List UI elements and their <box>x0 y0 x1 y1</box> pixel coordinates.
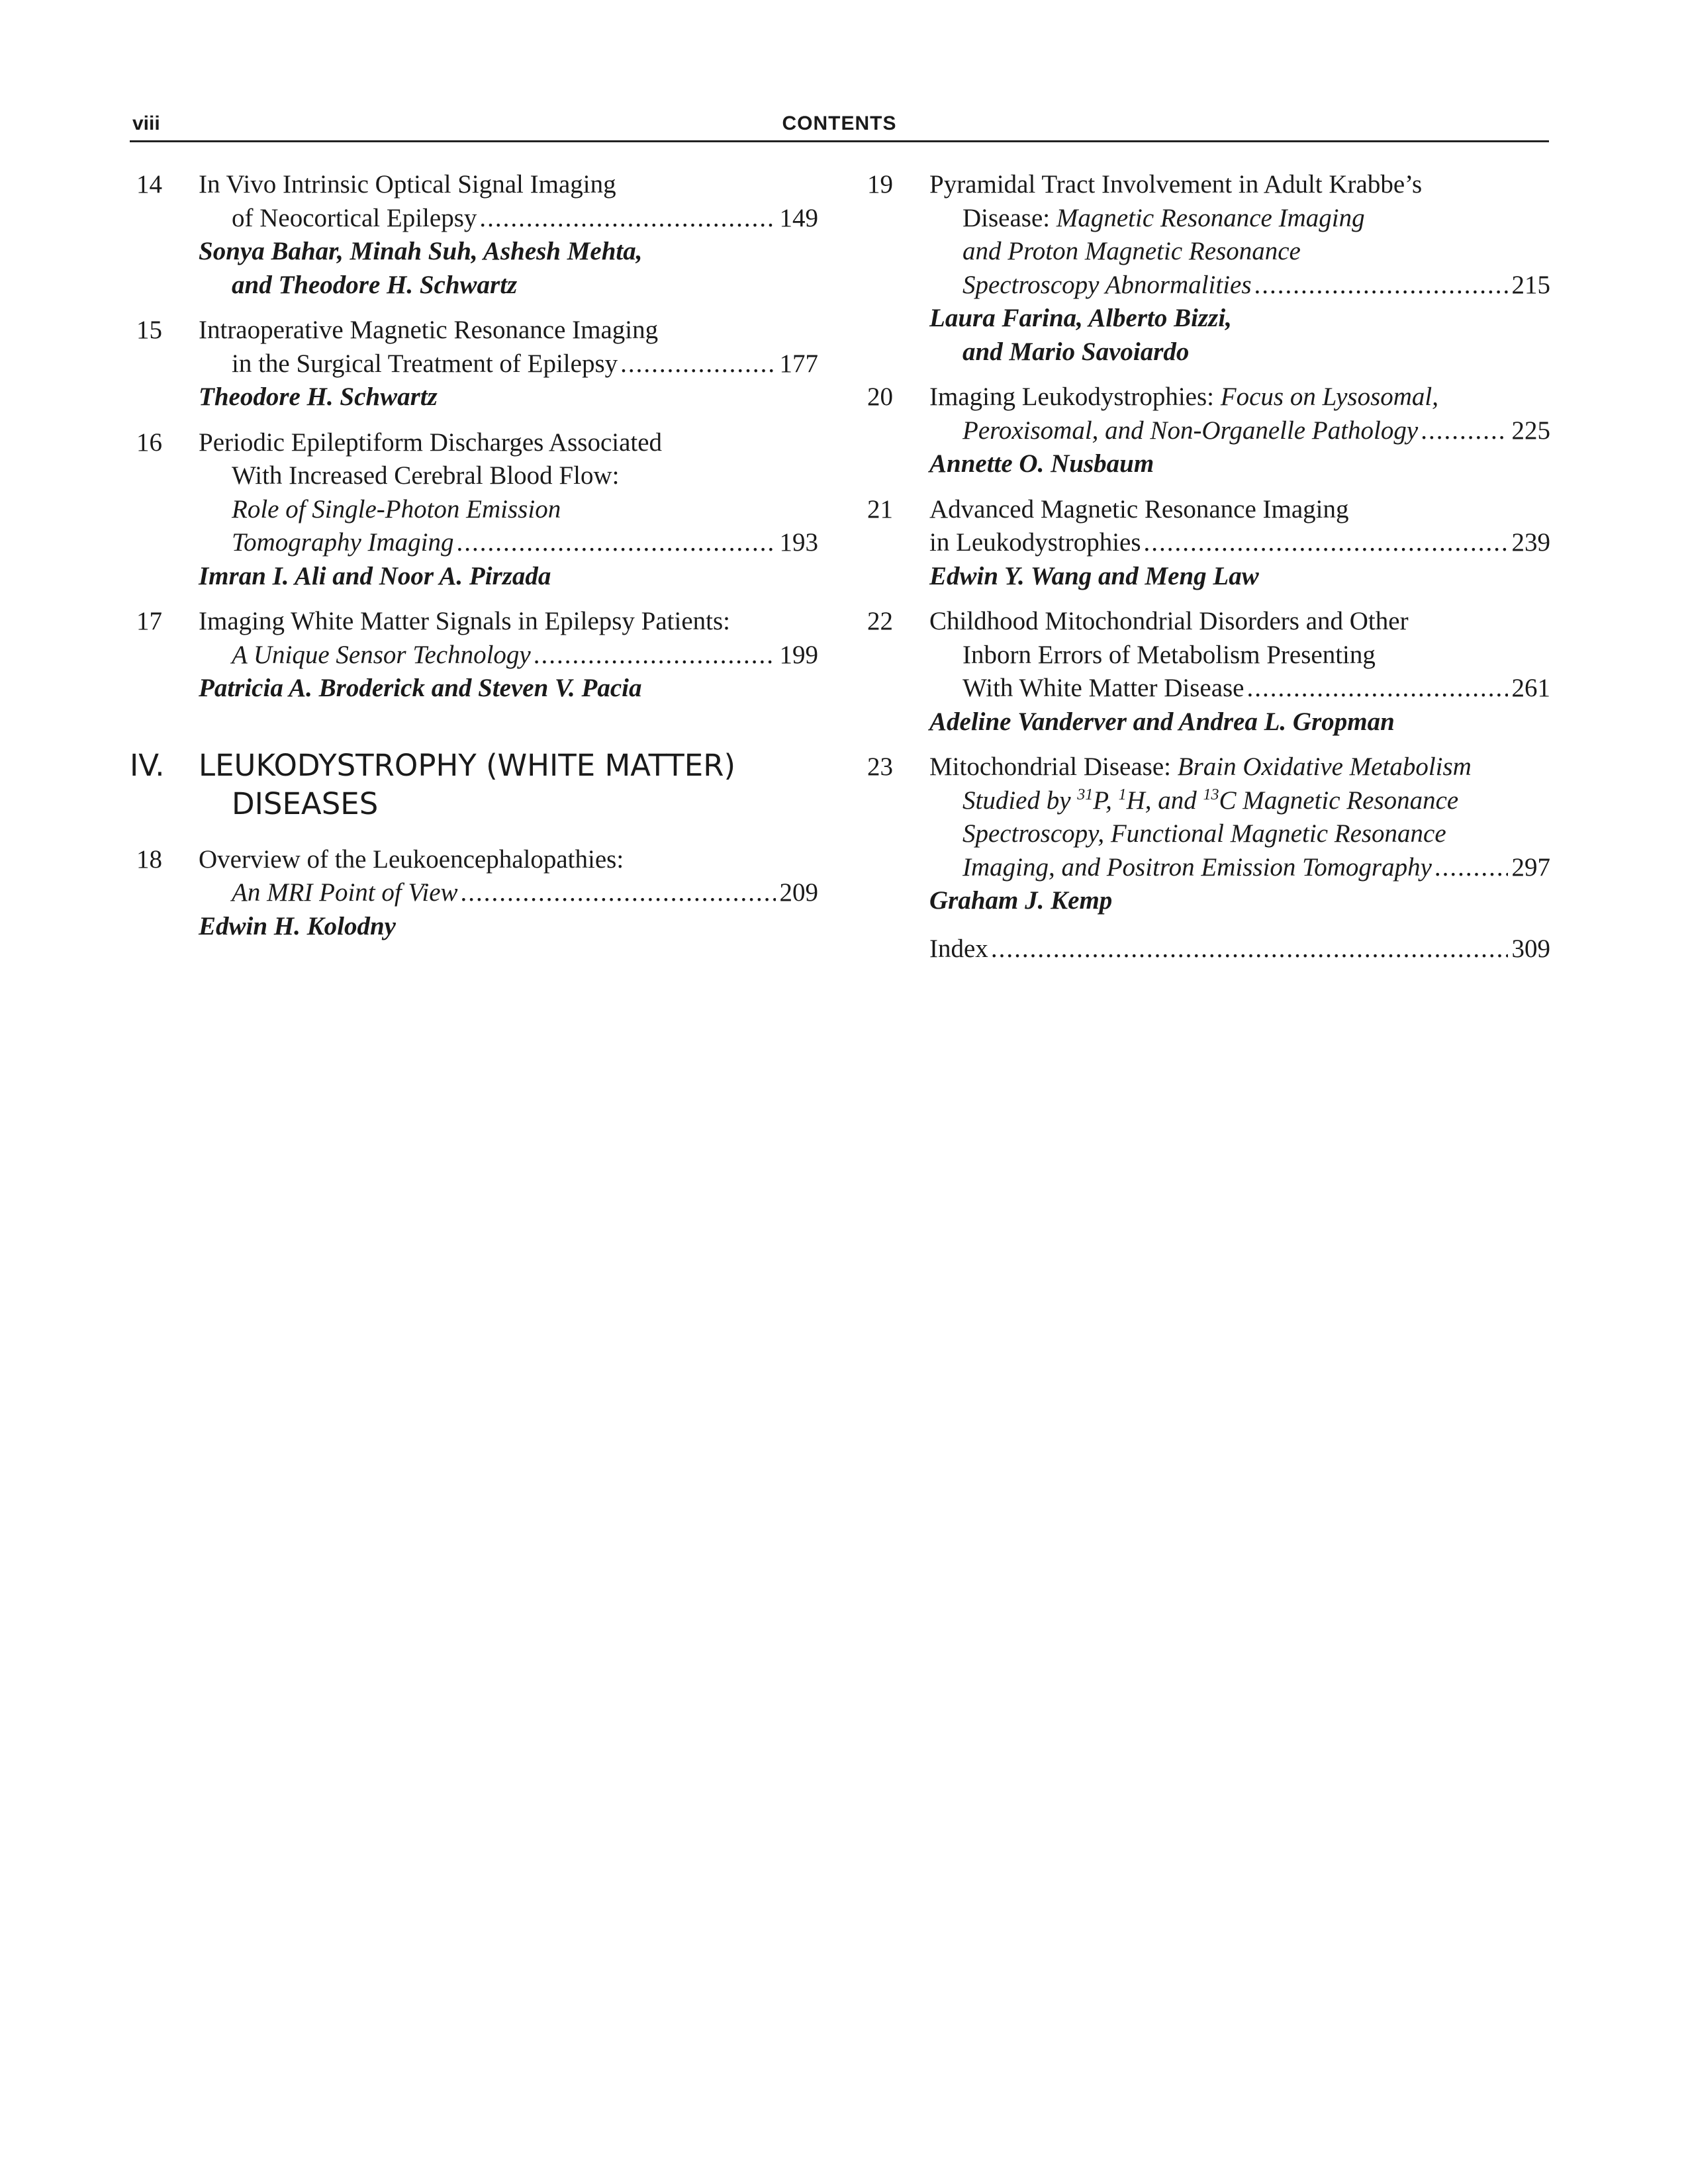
chapter-authors: Imran I. Ali and Noor A. Pirzada <box>199 561 551 590</box>
isotope-superscript: 13 <box>1203 786 1219 803</box>
part-title-line: LEUKODYSTROPHY (WHITE MATTER) <box>199 747 736 783</box>
page-number: 193 <box>779 528 818 557</box>
chapter-number: 18 <box>136 844 162 874</box>
dot-leader <box>1421 414 1507 448</box>
chapter-authors: Annette O. Nusbaum <box>929 449 1154 478</box>
toc-right-column <box>861 168 1550 978</box>
chapter-authors: Theodore H. Schwartz <box>199 383 438 411</box>
chapter-title-part: Disease: <box>962 203 1051 232</box>
chapter-title-leader-line <box>929 851 1550 885</box>
subtitle-text: C Magnetic Resonance <box>1219 786 1459 815</box>
chapter-title-line: Childhood Mitochondrial Disorders and Other <box>929 607 1409 635</box>
chapter-authors: Edwin Y. Wang and Meng Law <box>929 561 1259 590</box>
chapter-number: 15 <box>136 316 162 344</box>
chapter-title-line: In Vivo Intrinsic Optical Signal Imaging <box>199 170 616 199</box>
dot-leader <box>534 639 776 672</box>
chapter-title-line <box>929 202 1550 236</box>
chapter-authors: Laura Farina, Alberto Bizzi, <box>929 304 1232 332</box>
page-number: 209 <box>779 878 818 907</box>
toc-entry-index[interactable] <box>861 933 1550 966</box>
toc-entry-15[interactable] <box>130 314 818 414</box>
chapter-title-leader-line <box>199 202 818 236</box>
chapter-number: 20 <box>867 383 893 411</box>
dot-leader <box>1254 269 1508 302</box>
running-head-title: CONTENTS <box>782 113 897 134</box>
toc-entry-22[interactable] <box>861 605 1550 739</box>
chapter-title-line: Advanced Magnetic Resonance Imaging <box>929 494 1349 523</box>
chapter-title-leader-line <box>929 526 1550 560</box>
chapter-subtitle-line: A Unique Sensor Technology <box>232 640 531 669</box>
page-number: 239 <box>1511 528 1550 557</box>
chapter-title-line: With Increased Cerebral Blood Flow: <box>232 461 620 490</box>
chapter-title-line: Inborn Errors of Metabolism Presenting <box>962 640 1376 669</box>
chapter-authors: Patricia A. Broderick and Steven V. Pacia <box>199 674 642 702</box>
running-head <box>130 110 1549 142</box>
page-number: 261 <box>1511 674 1550 702</box>
part-heading <box>130 747 818 823</box>
subtitle-text: Studied by <box>962 786 1078 815</box>
chapter-subtitle-line: Peroxisomal, and Non-Organelle Pathology <box>962 416 1419 445</box>
chapter-title-leader-line <box>929 269 1550 302</box>
chapter-subtitle-line: Role of Single-Photon Emission <box>232 494 561 523</box>
chapter-number: 21 <box>867 494 893 523</box>
dot-leader <box>991 933 1508 966</box>
chapter-subtitle-line: Imaging, and Positron Emission Tomography <box>962 852 1432 882</box>
chapter-authors: Sonya Bahar, Minah Suh, Ashesh Mehta, <box>199 237 643 265</box>
toc-entry-18[interactable] <box>130 843 818 944</box>
chapter-title-line <box>929 381 1550 414</box>
toc-entry-23[interactable] <box>861 751 1550 918</box>
chapter-title-line: Pyramidal Tract Involvement in Adult Krabbe’s <box>929 170 1423 199</box>
chapter-subtitle-line: and Proton Magnetic Resonance <box>962 237 1301 265</box>
page-number: 199 <box>779 640 818 669</box>
chapter-title-line: Periodic Epileptiform Discharges Associated <box>199 428 663 457</box>
chapter-subtitle-line: Spectroscopy Abnormalities <box>962 270 1252 299</box>
dot-leader <box>1434 851 1508 885</box>
page-number: 215 <box>1511 270 1550 299</box>
toc-entry-20[interactable] <box>861 381 1550 481</box>
chapter-authors: and Mario Savoiardo <box>962 337 1190 366</box>
chapter-title-line: Intraoperative Magnetic Resonance Imaging <box>199 316 659 344</box>
chapter-number: 14 <box>136 170 162 199</box>
toc-entry-16[interactable] <box>130 426 818 594</box>
chapter-title-line: Overview of the Leukoencephalopathies: <box>199 844 624 874</box>
page-number: 149 <box>779 203 818 232</box>
chapter-number: 16 <box>136 428 162 457</box>
isotope-superscript: 1 <box>1118 786 1127 803</box>
part-number: IV. <box>130 747 165 783</box>
toc-entry-17[interactable] <box>130 605 818 705</box>
dot-leader <box>1247 672 1508 705</box>
subtitle-text: P, <box>1093 786 1119 815</box>
chapter-subtitle-line: An MRI Point of View <box>232 878 458 907</box>
page-folio: viii <box>132 113 160 134</box>
chapter-title-leader-line <box>199 639 818 672</box>
chapter-subtitle-line: Tomography Imaging <box>232 528 454 557</box>
page-number: 309 <box>1511 934 1550 963</box>
toc-left-column <box>130 168 818 955</box>
chapter-title-line: in Leukodystrophies <box>929 528 1141 557</box>
dot-leader <box>457 526 776 560</box>
chapter-number: 19 <box>867 170 893 199</box>
chapter-title-leader-line <box>199 347 818 381</box>
chapter-authors: and Theodore H. Schwartz <box>232 270 518 299</box>
chapter-title-line: of Neocortical Epilepsy <box>232 203 477 232</box>
chapter-title-line: in the Surgical Treatment of Epilepsy <box>232 349 618 378</box>
chapter-subtitle-part: Magnetic Resonance Imaging <box>1056 203 1365 232</box>
isotope-superscript: 31 <box>1077 786 1094 803</box>
dot-leader <box>1144 526 1508 560</box>
chapter-number: 23 <box>867 752 893 781</box>
chapter-title-line <box>929 751 1550 784</box>
chapter-title-leader-line <box>199 876 818 910</box>
part-title-line: DISEASES <box>232 786 379 821</box>
toc-entry-21[interactable] <box>861 493 1550 594</box>
dot-leader <box>620 347 775 381</box>
chapter-subtitle-part: Brain Oxidative Metabolism <box>1177 752 1472 781</box>
chapter-title-leader-line <box>929 672 1550 705</box>
page-number: 225 <box>1511 416 1550 445</box>
toc-entry-14[interactable] <box>130 168 818 302</box>
toc-entry-19[interactable] <box>861 168 1550 369</box>
chapter-title-leader-line <box>929 414 1550 448</box>
index-label: Index <box>929 934 988 963</box>
chapter-title-part: Mitochondrial Disease: <box>929 752 1171 781</box>
chapter-authors: Graham J. Kemp <box>929 886 1113 915</box>
page-number: 297 <box>1511 852 1550 882</box>
chapter-title-line: With White Matter Disease <box>962 674 1244 702</box>
chapter-subtitle-line <box>929 784 1550 818</box>
chapter-number: 22 <box>867 607 893 635</box>
chapter-title-part: Imaging Leukodystrophies: <box>929 383 1215 411</box>
chapter-title-line: Imaging White Matter Signals in Epilepsy Patients: <box>199 607 731 635</box>
chapter-subtitle-line: Spectroscopy, Functional Magnetic Resonance <box>962 819 1446 848</box>
chapter-authors: Adeline Vanderver and Andrea L. Gropman <box>929 707 1395 736</box>
chapter-authors: Edwin H. Kolodny <box>199 911 396 940</box>
dot-leader <box>479 202 775 236</box>
chapter-subtitle-part: Focus on Lysosomal, <box>1220 383 1439 411</box>
page-number: 177 <box>779 349 818 378</box>
dot-leader <box>461 876 776 910</box>
chapter-title-leader-line <box>199 526 818 560</box>
subtitle-text: H, and <box>1126 786 1203 815</box>
index-leader-line <box>929 933 1550 966</box>
chapter-number: 17 <box>136 607 162 635</box>
